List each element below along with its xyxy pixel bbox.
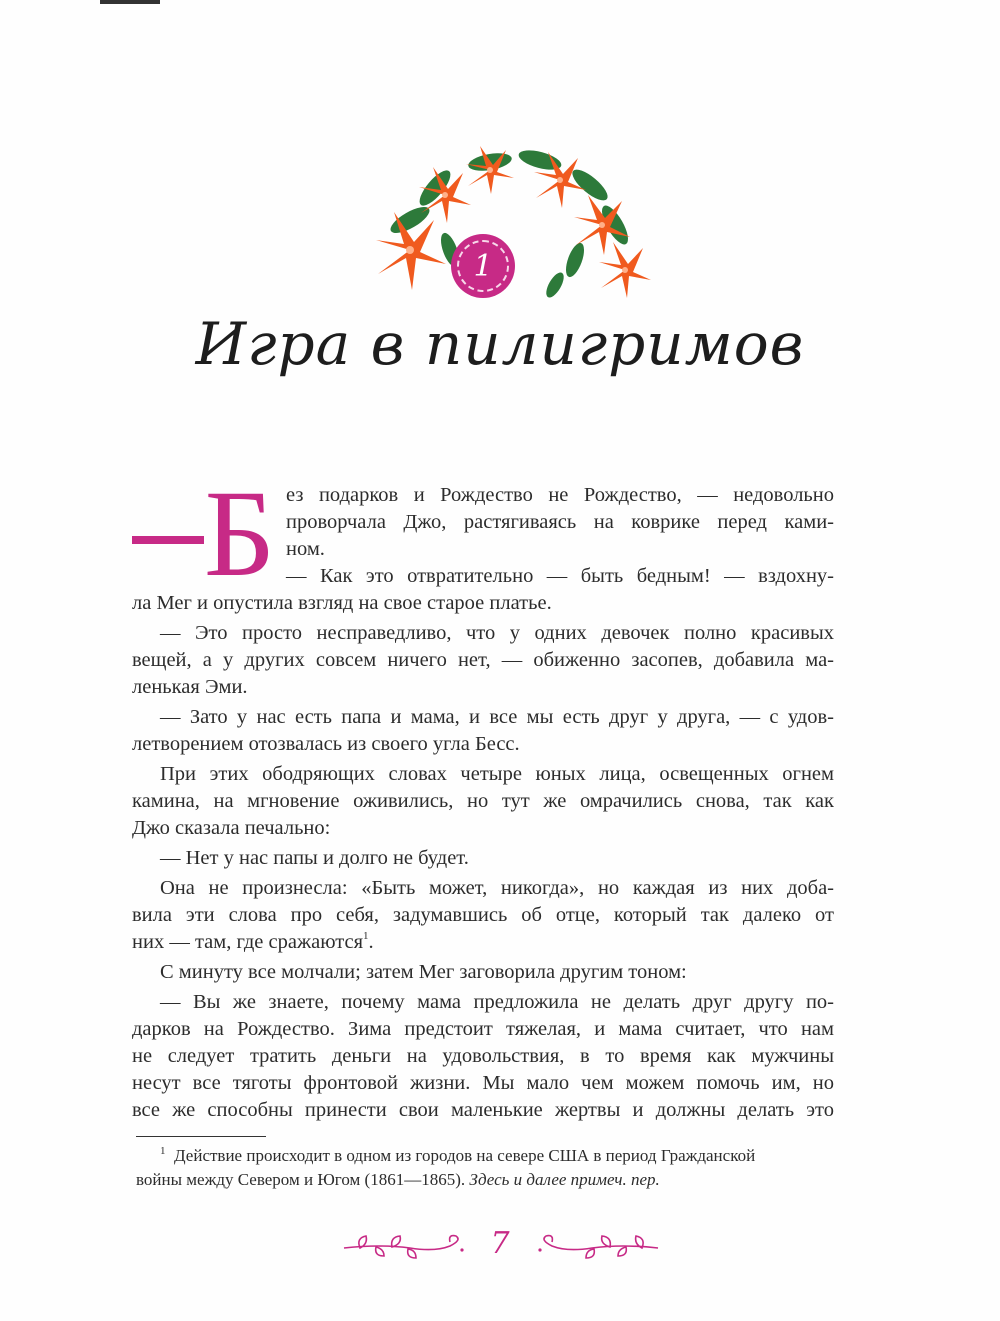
page-number: 7 — [490, 1226, 510, 1261]
text-line: все же способны принести свои маленькие жертвы и должны делать это — [132, 1099, 834, 1121]
footnote-italic-note: Здесь и далее примеч. пер. — [469, 1170, 660, 1189]
text-line: ез подарков и Рождество не Рождество, — недовольно — [286, 484, 834, 506]
text-line: — Нет у нас папы и долго не будет. — [160, 847, 469, 869]
em-dash-ornament — [132, 536, 204, 544]
text-line: вещей, а у других совсем ничего нет, — обиженно засопев, добавила ма- — [132, 649, 834, 671]
text-line: дарков на Рождество. Зима предстоит тяжелая, и мама считает, что нам — [132, 1018, 834, 1040]
text-line: вила эти слова про себя, задумавшись об отце, который так далеко от — [132, 904, 834, 926]
right-leaf-ornament-icon — [532, 1232, 662, 1260]
text-line: ленькая Эми. — [132, 676, 248, 698]
drop-cap-block — [132, 465, 282, 602]
footnote-divider — [136, 1136, 266, 1137]
text-line: — Как это отвратительно — быть бедным! — вздохну- — [286, 565, 834, 587]
chapter-title: Игра в пилигримов — [195, 310, 805, 378]
footnote-marker: 1 — [160, 1145, 166, 1157]
text-line-content: них — там, где сражаются — [132, 931, 364, 953]
text-line: С минуту все молчали; затем Мег заговорила другим тоном: — [160, 961, 687, 983]
text-line: камина, на мгновение оживились, но тут же омрачились снова, так как — [132, 790, 834, 812]
drop-cap-letter: Б — [204, 465, 276, 602]
text-line: них — там, где сражаются$^1$. — [132, 930, 374, 953]
left-leaf-ornament-icon — [340, 1232, 470, 1260]
top-edge-mark — [100, 0, 160, 4]
text-line: Она не произнесла: «Быть может, никогда», но каждая из них доба- — [160, 877, 834, 899]
text-line: проворчала Джо, растягиваясь на коврике перед ками- — [286, 511, 834, 533]
text-line: летворением отозвалась из своего угла Бесс. — [132, 733, 520, 755]
text-line: Джо сказала печально: — [132, 817, 331, 839]
text-line: ла Мег и опустила взгляд на свое старое платье. — [132, 592, 552, 614]
chapter-number-badge — [451, 234, 515, 298]
text-line: При этих ободряющих словах четыре юных лица, освещенных огнем — [160, 763, 834, 785]
text-line: — Зато у нас есть папа и мама, и все мы есть друг у друга, — с удов- — [160, 706, 834, 728]
chapter-number: 1 — [473, 248, 493, 284]
text-line: не следует тратить деньги на удовольствия, в то время как мужчины — [132, 1045, 834, 1067]
text-line: несут все тяготы фронтовой жизни. Мы мало чем можем помочь им, но — [132, 1072, 834, 1094]
footnote-line — [136, 1168, 660, 1192]
footnote-text: Действие происходит в одном из городов на севере США в период Гражданской — [174, 1146, 756, 1165]
footnote-text: войны между Севером и Югом (1861—1865). — [136, 1170, 466, 1189]
page-footer — [0, 1226, 1000, 1266]
text-line: — Вы же знаете, почему мама предложила не делать друг другу по- — [160, 991, 834, 1013]
text-line: — Это просто несправедливо, что у одних девочек полно красивых — [160, 622, 834, 644]
footnote-reference[interactable]: 1 — [363, 930, 369, 942]
text-line: ном. — [286, 538, 325, 560]
footnote-line — [160, 1144, 755, 1168]
